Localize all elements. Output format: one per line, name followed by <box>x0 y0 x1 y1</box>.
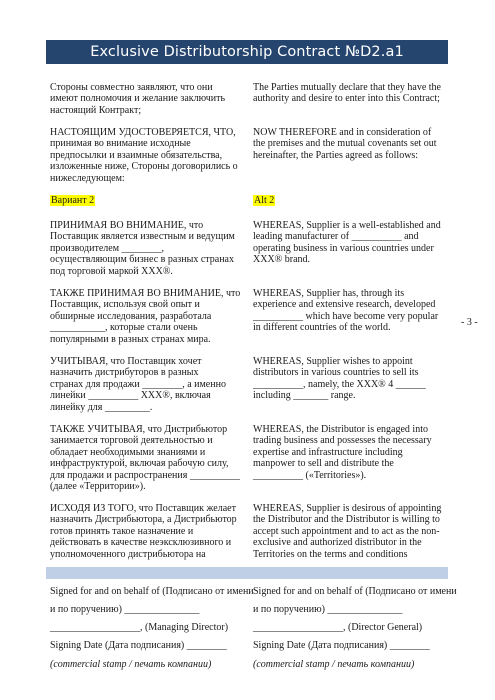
text-line: in different countries of the world. <box>253 322 391 334</box>
clause-4-en <box>253 424 445 481</box>
text-line: __________ («Territories»). <box>253 469 367 481</box>
text-line: exclusive and authorized distributor in the <box>253 537 422 549</box>
contract-title-banner <box>46 40 448 64</box>
text-line: занимается торговой деятельностью и <box>50 435 213 447</box>
text-line: для продажи и распространения __________ <box>50 469 240 481</box>
text-line: популярными в разных странах мира. <box>50 333 211 345</box>
text-line: настоящий Контракт; <box>50 104 142 116</box>
text-line: линейки __________ XXX®, включая <box>50 390 211 402</box>
text-line: NOW THEREFORE and in consideration of <box>253 127 432 138</box>
text-line: WHEREAS, Supplier wishes to appoint <box>253 356 413 367</box>
signatory-title: __________________, (Managing Director) <box>50 622 229 633</box>
now-therefore-ru <box>50 127 245 184</box>
text-line: странах для продажи ________, а именно <box>50 378 226 390</box>
contract-title: Exclusive Distributorship Contract №D2.a1 <box>90 44 404 60</box>
text-line: изложенные ниже, Стороны договорились о <box>50 161 238 173</box>
signing-date: Signing Date (Дата подписания) ________ <box>50 640 227 651</box>
clause-1-en <box>253 220 445 266</box>
text-line: __________, namely, the XXX® 4 ______ <box>253 378 426 390</box>
text-line: __________ which have become very popular <box>253 310 439 322</box>
text-line: WHEREAS, Supplier is desirous of appointing <box>253 503 442 514</box>
now-therefore-en <box>253 127 445 161</box>
text-line: обладает необходимыми знаниями и <box>50 446 206 458</box>
text-line: Territories on the terms and conditions <box>253 548 408 560</box>
text-line: уполномоченного дистрибьютора на <box>50 548 206 560</box>
page-number: - 3 - <box>461 317 478 328</box>
variant-label-en <box>253 195 445 206</box>
text-line: distributors in various countries to sell its <box>253 367 419 379</box>
text-line: accept such appointment and to act as the non- <box>253 525 440 537</box>
text-line: готов принять такое назначение и <box>50 525 194 537</box>
signed-on-behalf: Signed for and on behalf of (Подписано от имени <box>50 586 254 597</box>
on-instruction-line: и по поручению) _______________ <box>253 604 403 615</box>
text-line: ТАКЖЕ УЧИТЫВАЯ, что Дистрибьютор <box>50 424 228 435</box>
on-instruction-line: и по поручению) _______________ <box>50 604 200 615</box>
signing-date: Signing Date (Дата подписания) ________ <box>253 640 430 651</box>
signature-block-distributor <box>253 586 457 686</box>
text-line: WHEREAS, the Distributor is engaged into <box>253 424 428 435</box>
text-line: обширные исследования, разработала <box>50 310 212 322</box>
text-line: hereinafter, the Parties agreed as follows: <box>253 149 419 161</box>
variant-label-ru <box>50 195 245 206</box>
english-column <box>253 82 445 562</box>
text-line: ___________, которые стали очень <box>50 322 198 334</box>
text-line: НАСТОЯЩИМ УДОСТОВЕРЯЕТСЯ, ЧТО, <box>50 127 236 138</box>
text-line: manpower to sell and distribute the <box>253 458 394 470</box>
highlighted-variant: Alt 2 <box>254 195 275 206</box>
text-line: линейку для _________. <box>50 401 153 413</box>
text-line: Поставщик, используя свой опыт и <box>50 299 200 311</box>
signature-block-supplier <box>50 586 254 686</box>
commercial-stamp: (commercial stamp / печать компании) <box>50 659 212 670</box>
clause-2-en <box>253 288 445 334</box>
text-line: назначить Дистрибьютора, а Дистрибьютор <box>50 514 237 526</box>
text-line: имеют полномочия и желание заключить <box>50 93 226 105</box>
highlighted-variant: Вариант 2 <box>51 195 95 206</box>
intro-en <box>253 82 445 105</box>
text-line: производителем ________, <box>50 242 165 254</box>
text-line: Поставщик является известным и ведущим <box>50 231 235 243</box>
text-line: назначить дистрибуторов в разных <box>50 367 199 379</box>
clause-3-en <box>253 356 445 402</box>
text-line: осуществляющим бизнес в разных странах <box>50 254 234 266</box>
text-line: предпосылки и взаимные обязательства, <box>50 149 223 161</box>
text-line: including _______ range. <box>253 390 356 402</box>
text-line: WHEREAS, Supplier is a well-established and <box>253 220 441 231</box>
text-line: (далее «Территории»). <box>50 481 146 493</box>
clause-5-en <box>253 503 445 560</box>
text-line: Стороны совместно заявляют, что они <box>50 82 213 93</box>
text-line: WHEREAS, Supplier has, through its <box>253 288 405 299</box>
text-line: expertise and infrastructure including <box>253 446 403 458</box>
text-line: XXX® brand. <box>253 254 311 266</box>
signatory-title: __________________, (Director General) <box>253 622 423 633</box>
text-line: ПРИНИМАЯ ВО ВНИМАНИЕ, что <box>50 220 204 231</box>
text-line: под торговой маркой XXX®. <box>50 265 173 277</box>
text-line: УЧИТЫВАЯ, что Поставщик хочет <box>50 356 202 367</box>
russian-column <box>50 82 245 562</box>
text-line: trading business and possesses the necessary <box>253 435 432 447</box>
text-line: leading manufacturer of __________ and <box>253 231 419 243</box>
clause-5-ru <box>50 503 245 560</box>
text-line: ТАКЖЕ ПРИНИМАЯ ВО ВНИМАНИЕ, что <box>50 288 241 299</box>
clause-1-ru <box>50 220 245 277</box>
text-line: ИСХОДЯ ИЗ ТОГО, что Поставщик желает <box>50 503 236 514</box>
text-line: authority and desire to enter into this Contract; <box>253 93 440 105</box>
text-line: The Parties mutually declare that they have the <box>253 82 441 93</box>
intro-ru <box>50 82 245 116</box>
clause-2-ru <box>50 288 245 345</box>
text-line: the Distributor and the Distributor is willing to <box>253 514 440 526</box>
clause-4-ru <box>50 424 245 492</box>
clause-3-ru <box>50 356 245 413</box>
commercial-stamp: (commercial stamp / печать компании) <box>253 659 415 670</box>
text-line: operating business in various countries under <box>253 242 434 254</box>
text-line: действовать в качестве неэксклюзивного и <box>50 537 232 549</box>
text-line: the premises and the mutual covenants set out <box>253 138 437 150</box>
signed-on-behalf: Signed for and on behalf of (Подписано от имени <box>253 586 457 597</box>
signature-divider <box>46 567 448 579</box>
text-line: experience and extensive research, developed <box>253 299 436 311</box>
text-line: инфраструктурой, включая рабочую силу, <box>50 458 229 470</box>
text-line: принимая во внимание исходные <box>50 138 191 150</box>
text-line: нижеследующем: <box>50 172 125 184</box>
